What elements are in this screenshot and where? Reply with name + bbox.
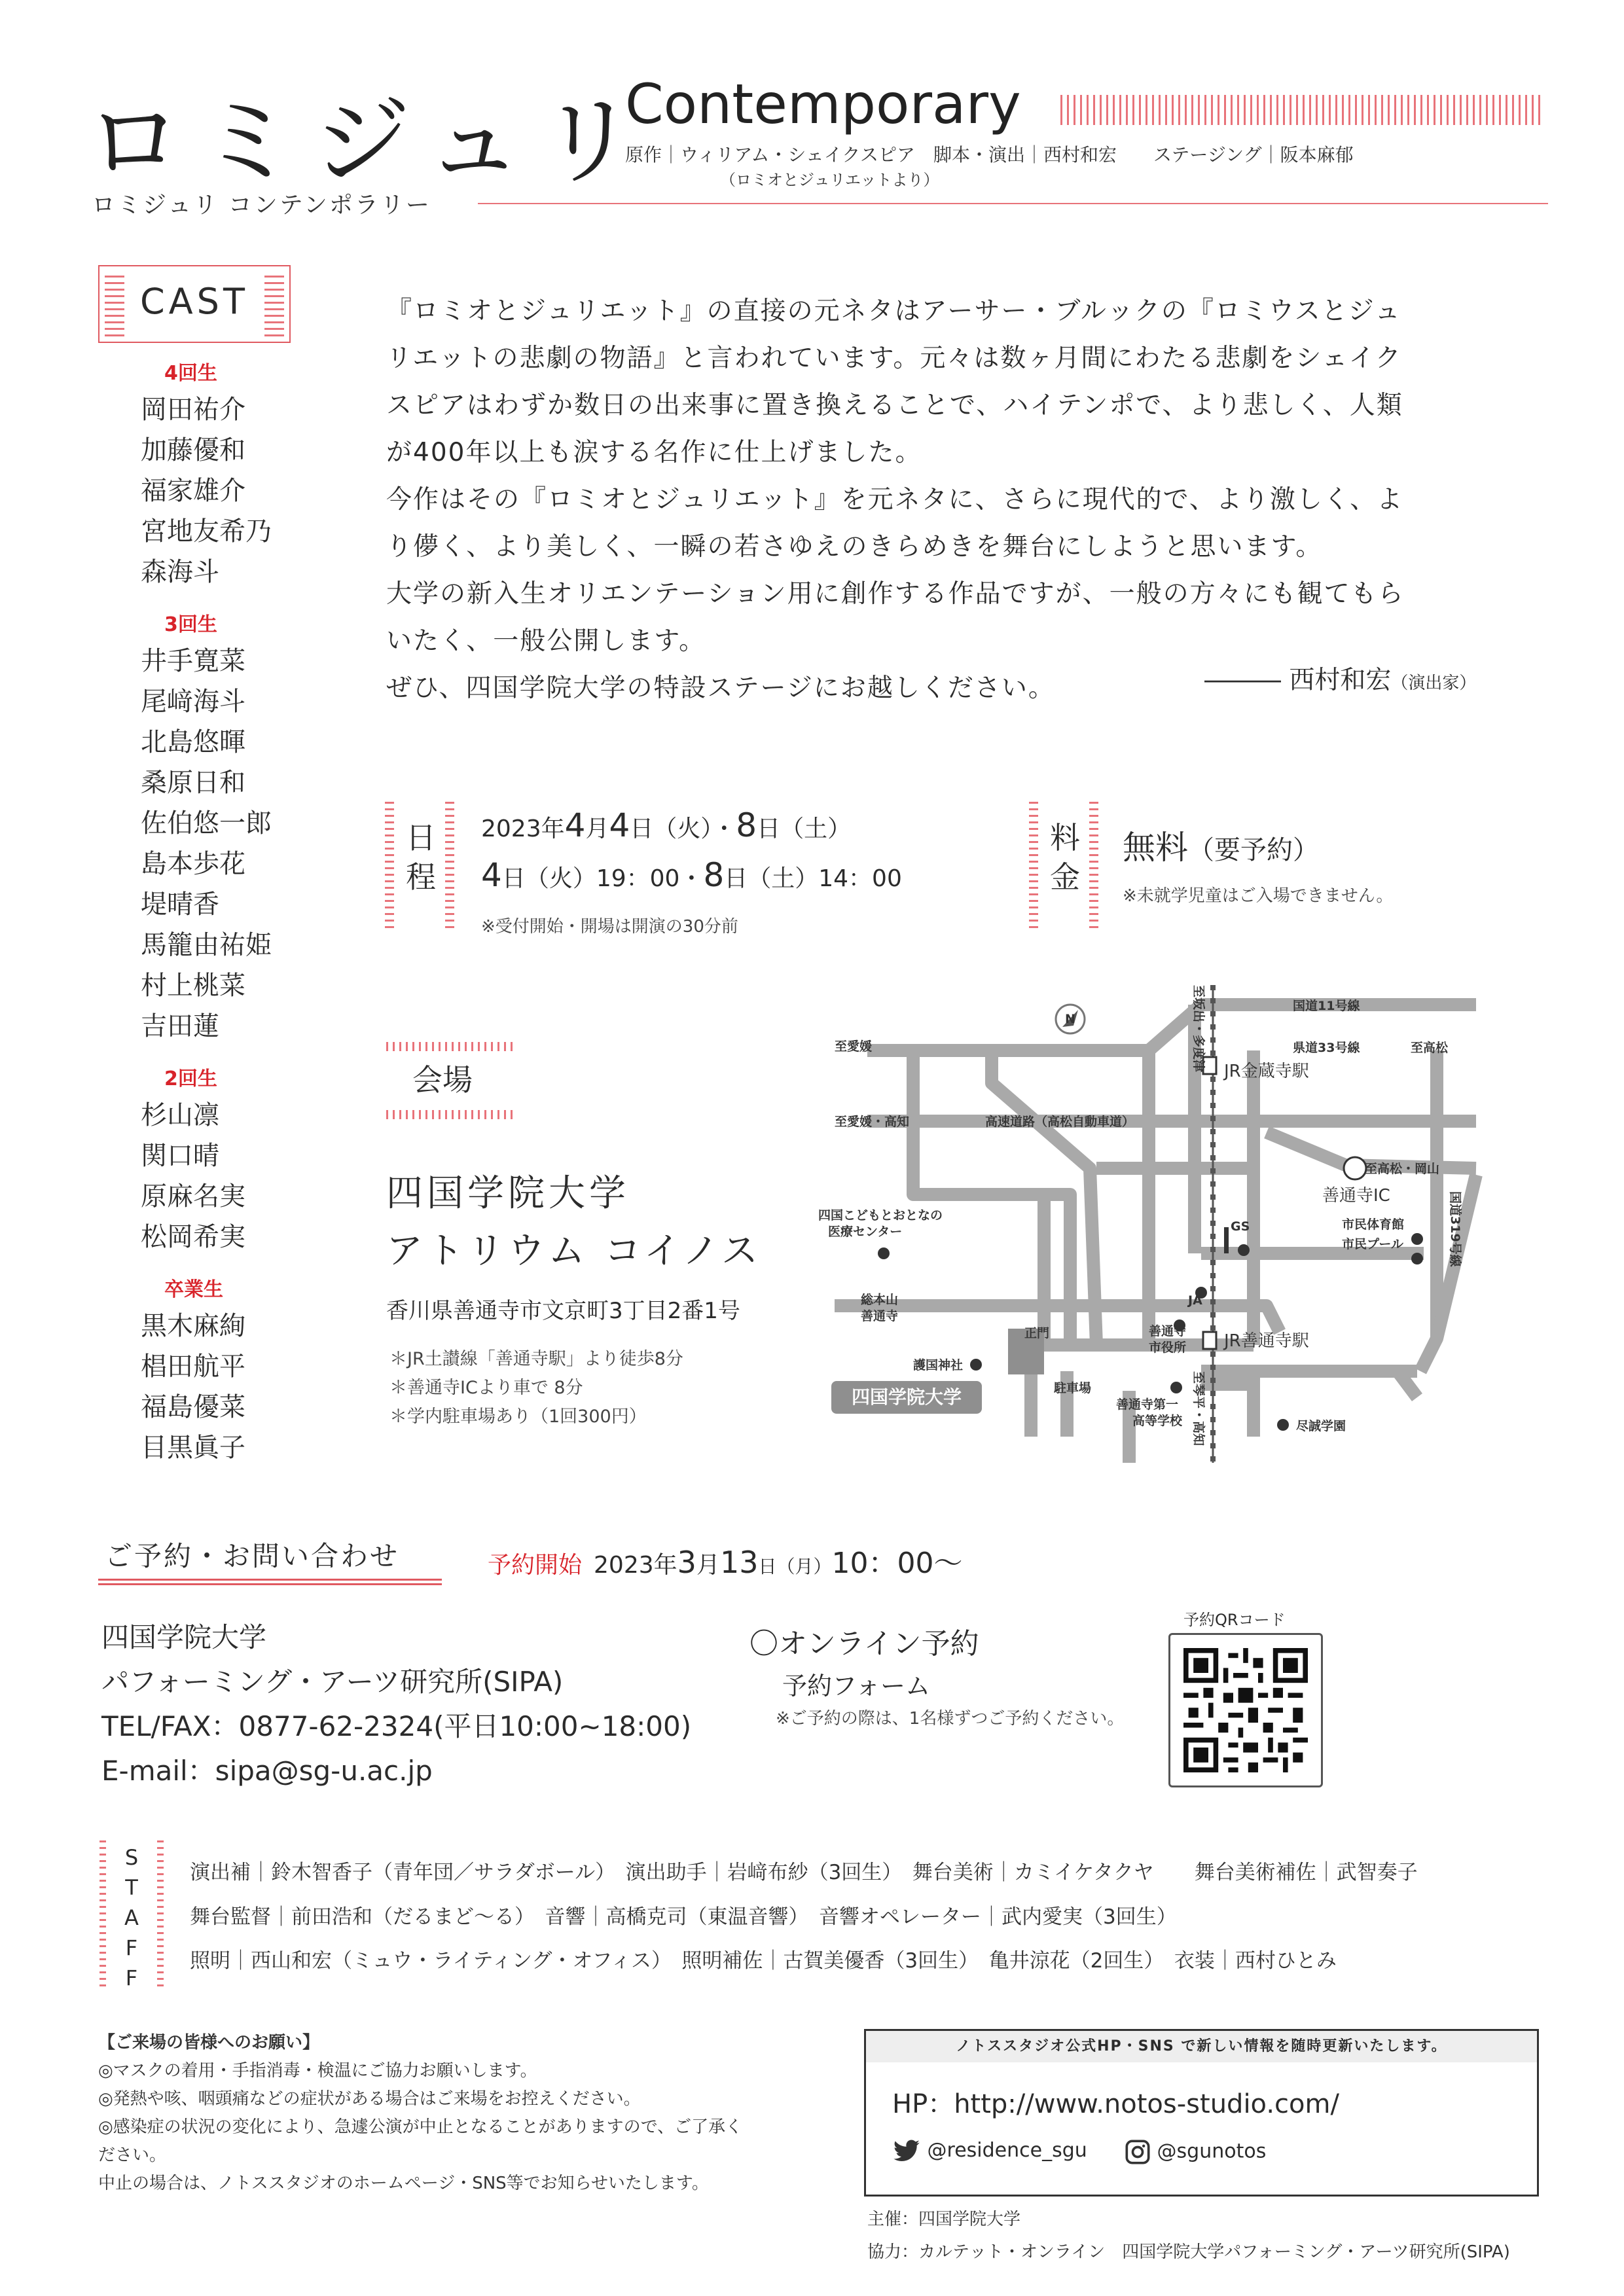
staff-row-2: 舞台監督｜前田浩和（だるまど～る） 音響｜高橋克司（東温音響） 音響オペレーター｜武内愛実（3回生）	[190, 1905, 1177, 1929]
map-label: 国道319号線	[1448, 1191, 1462, 1267]
contact-block	[101, 1615, 691, 1793]
venue-label: 会場	[412, 1062, 473, 1098]
cast-name: 吉田蓮	[141, 1011, 219, 1041]
intro-line: 大学の新入生オリエンテーション用に創作する作品ですが、一般の方々にも観てもら	[386, 579, 1405, 609]
cast-name: 松岡希実	[141, 1222, 245, 1252]
map-label: 正門	[1024, 1326, 1050, 1340]
signature	[1204, 660, 1476, 696]
map-label: 尽誠学園	[1296, 1419, 1346, 1433]
notice-title: 【ご来場の皆様へのお願い】	[98, 2033, 320, 2053]
sns-homepage-link[interactable]: HP：http://www.notos-studio.com/	[892, 2089, 1339, 2119]
credits-note: （ロミオとジュリエットより）	[720, 171, 939, 189]
qr-label: 予約QRコード	[1183, 1611, 1286, 1629]
title-english: Contemporary	[625, 72, 1021, 136]
map-label: 県道33号線	[1293, 1041, 1360, 1055]
schedule-time-day-2: 8	[703, 856, 725, 894]
map-label: GS	[1231, 1219, 1250, 1234]
access-line: ＊JR土讃線「善通寺駅」より徒歩8分	[389, 1349, 683, 1369]
staff-row-3: 照明｜西山和宏（ミュウ・ライティング・オフィス） 照明補佐｜古賀美優香（3回生） 亀井涼花（2回生） 衣装｜西村ひとみ	[190, 1949, 1337, 1973]
visitor-notice	[98, 2029, 851, 2198]
sponsor-support: 協力：カルテット・オンライン 四国学院大学パフォーミング・アーツ研究所(SIPA)	[867, 2242, 1510, 2262]
map-label: 駐車場	[1054, 1381, 1092, 1395]
cast-group	[141, 1273, 337, 1468]
cast-name: 桑原日和	[141, 768, 245, 798]
fee-value-note: （要予約）	[1188, 835, 1319, 865]
intro-line: スピアはわずか数日の出来事に置き換えることで、ハイテンポで、より悲しく、人類	[386, 391, 1403, 420]
staff-label-letter: T	[125, 1875, 138, 1900]
cast-name: 村上桃菜	[141, 971, 245, 1001]
schedule-day-1: 4	[609, 806, 630, 844]
main-title: ロミジュリ	[85, 85, 653, 199]
notice-line: ◎マスクの着用・手指消毒・検温にご協力お願いします。	[98, 2061, 537, 2081]
cast-name: 福家雄介	[141, 476, 245, 506]
intro-line: ぜひ、四国学院大学の特設ステージにお越しください。	[386, 673, 1055, 703]
schedule-label	[406, 818, 436, 897]
schedule-month-unit: 月	[585, 816, 609, 842]
cast-name: 関口晴	[141, 1141, 219, 1171]
cast-name: 黒木麻絢	[141, 1311, 245, 1341]
map-label: 至愛媛・高知	[835, 1115, 910, 1129]
header-stripe-decoration	[1060, 95, 1545, 125]
map-label: 高速道路（高松自動車道）	[985, 1115, 1135, 1129]
sponsor-host: 主催：四国学院大学	[867, 2210, 1021, 2229]
map-label-kanakura: JR金蔵寺駅	[1224, 1062, 1309, 1081]
fee-stripe-right	[1089, 800, 1098, 928]
credits: 原作｜ウィリアム・シェイクスピア 脚本・演出｜西村和宏 ステージング｜阪本麻郁	[625, 144, 1354, 166]
map-label: 医療センター	[828, 1225, 903, 1239]
reservation-start-year: 2023年	[594, 1552, 677, 1579]
cast-name: 佐伯悠一郎	[141, 808, 272, 838]
schedule-time-1: 日（火）19：00・	[501, 865, 704, 892]
map-label: 高等学校	[1132, 1414, 1183, 1428]
reservation-start-day: 13	[719, 1545, 759, 1580]
schedule-year: 2023年	[481, 816, 565, 842]
qr-frame	[1168, 1633, 1323, 1787]
signature-role: （演出家）	[1391, 673, 1477, 693]
map-label: 善通寺	[1149, 1324, 1187, 1338]
reservation-start-day-unit: 日（月）	[758, 1556, 832, 1577]
header-rule	[478, 203, 1548, 204]
access-line: ＊学内駐車場あり（1回300円）	[389, 1407, 647, 1427]
intro-line: いたく、一般公開します。	[386, 626, 706, 656]
cast-name: 原麻名実	[141, 1181, 245, 1211]
contact-dept: パフォーミング・アーツ研究所(SIPA)	[101, 1666, 564, 1698]
schedule-label-2: 程	[406, 859, 436, 895]
cast-name: 尾﨑海斗	[141, 687, 245, 717]
cast-name: 目黒眞子	[141, 1433, 245, 1463]
cast-grade: 2回生	[164, 1067, 217, 1090]
fee-value	[1123, 821, 1319, 869]
map-label: JA	[1188, 1293, 1202, 1308]
map-label-zentsuji-station: JR善通寺駅	[1224, 1331, 1309, 1351]
staff-stripe-left	[99, 1836, 106, 1986]
venue-stripe-top	[386, 1042, 514, 1051]
cast-group	[141, 608, 337, 1047]
schedule-day-2: 8	[736, 806, 757, 844]
cast-name: 加藤優和	[141, 435, 245, 465]
schedule-line-1	[481, 806, 851, 844]
venue-stripe-bottom	[386, 1110, 514, 1119]
schedule-time-2: 日（土）14：00	[724, 865, 902, 892]
cast-grade: 3回生	[164, 613, 217, 636]
sns-header: ノトススタジオ公式HP・SNS で新しい情報を随時更新いたします。	[866, 2031, 1537, 2062]
cast-label-box	[98, 265, 291, 343]
intro-text	[386, 288, 1525, 712]
staff-row-1: 演出補｜鈴木智香子（青年団／サラダボール） 演出助手｜岩﨑布紗（3回生） 舞台美術｜カミイケタクヤ 舞台美術補佐｜武智奏子	[190, 1861, 1418, 1884]
cast-list	[141, 357, 337, 1468]
staff-label-letter: A	[124, 1905, 139, 1930]
map-label: 総本山	[861, 1293, 899, 1307]
venue-address: 香川県善通寺市文京町3丁目2番1号	[386, 1298, 740, 1324]
notice-line: ださい。	[98, 2145, 167, 2165]
cast-name: 椙田航平	[141, 1352, 245, 1382]
notice-line: ◎感染症の状況の変化により、急遽公演が中止となることがありますので、ご了承く	[98, 2117, 743, 2137]
fee-note: ※未就学児童はご入場できません。	[1123, 886, 1394, 906]
cast-name: 杉山凛	[141, 1100, 219, 1130]
cast-name: 馬籠由祐姫	[141, 930, 272, 960]
cast-name: 島本歩花	[141, 849, 245, 879]
cast-name: 宮地友希乃	[141, 516, 272, 547]
instagram-icon	[1125, 2139, 1151, 2165]
map-label: 市役所	[1149, 1340, 1187, 1355]
access-line: ＊善通寺ICより車で 8分	[389, 1378, 583, 1398]
reservation-start-label: 予約開始	[488, 1552, 583, 1579]
map-label: 至愛媛	[835, 1039, 873, 1054]
signature-dash: ―――	[1204, 666, 1281, 695]
venue-access	[389, 1345, 683, 1431]
reservation-start-month: 3	[677, 1545, 696, 1580]
fee-label-1: 料	[1050, 820, 1080, 855]
schedule-label-1: 日	[406, 820, 436, 855]
schedule-line-2	[481, 856, 902, 894]
map-label: 四国こどもとおとなの	[818, 1208, 943, 1223]
cast-name: 堤晴香	[141, 889, 219, 920]
map-label: 至高松・岡山	[1365, 1162, 1440, 1176]
reservation-start	[488, 1539, 962, 1581]
schedule-day-1-unit: 日（火）・	[630, 816, 736, 842]
online-title: 〇オンライン予約	[749, 1627, 979, 1660]
cast-name: 岡田祐介	[141, 395, 245, 425]
intro-line: 今作はその『ロミオとジュリエット』を元ネタに、さらに現代的で、より激しく、よ	[386, 485, 1404, 514]
contact-org: 四国学院大学	[101, 1621, 267, 1653]
twitter-link[interactable]	[892, 2139, 1087, 2163]
cast-label: CAST	[140, 281, 249, 322]
reservation-start-time: 10：00～	[831, 1547, 963, 1580]
map-label: 善通寺	[861, 1309, 899, 1323]
online-note: ※ご予約の際は、1名様ずつご予約ください。	[776, 1709, 1125, 1729]
staff-label	[113, 1842, 151, 1993]
map-label: 善通寺第一	[1116, 1397, 1179, 1412]
map-label-university: 四国学院大学	[851, 1386, 962, 1408]
twitter-handle: @residence_sgu	[927, 2139, 1087, 2162]
online-form-link[interactable]: 予約フォーム	[782, 1672, 931, 1700]
schedule-day-2-unit: 日（土）	[757, 816, 852, 842]
cast-name: 福島優菜	[141, 1392, 245, 1422]
staff-label-letter: S	[124, 1845, 139, 1870]
fee-stripe-left	[1029, 800, 1038, 928]
instagram-handle: @sgunotos	[1157, 2140, 1267, 2163]
map-north-label: N	[1065, 1012, 1075, 1026]
contact-tel[interactable]: TEL/FAX：0877-62-2324(平日10:00~18:00)	[101, 1710, 692, 1742]
twitter-icon	[892, 2140, 921, 2163]
intro-line: が400年以上も涙する名作に仕上げました。	[386, 438, 922, 467]
venue-name-1: 四国学院大学	[386, 1172, 630, 1215]
cast-name: 井手寛菜	[141, 646, 245, 676]
reservation-title: ご予約・お問い合わせ	[105, 1540, 400, 1572]
schedule-note: ※受付開始・開場は開演の30分前	[481, 917, 738, 937]
fee-amount: 無料	[1123, 829, 1188, 867]
map-label-ic: 善通寺IC	[1322, 1186, 1390, 1206]
notice-line: ◎発熱や咳、咽頭痛などの症状がある場合はご来場をお控えください。	[98, 2089, 641, 2109]
sns-box	[864, 2029, 1539, 2197]
qr-code-icon[interactable]	[1183, 1648, 1308, 1772]
reservation-title-underline	[98, 1579, 442, 1585]
fee-label-2: 金	[1050, 859, 1080, 895]
map-label: 市民体育館	[1342, 1217, 1405, 1232]
notice-line: 中止の場合は、ノトススタジオのホームページ・SNS等でお知らせいたします。	[98, 2174, 709, 2193]
map-label: 至坂出・多度津	[1191, 985, 1206, 1073]
cast-group	[141, 1062, 337, 1257]
map-label: 護国神社	[913, 1358, 964, 1372]
contact-email[interactable]: E-mail：sipa@sg-u.ac.jp	[101, 1755, 433, 1787]
schedule-month: 4	[564, 806, 586, 844]
instagram-link[interactable]	[1125, 2139, 1266, 2165]
map-label: 至高松	[1411, 1041, 1449, 1055]
map-label: 市民プール	[1342, 1237, 1404, 1251]
cast-grade: 4回生	[164, 362, 217, 385]
reservation-start-month-unit: 月	[696, 1552, 720, 1579]
schedule-stripe-right	[445, 800, 454, 928]
subtitle: ロミジュリ コンテンポラリー	[92, 192, 431, 219]
schedule-time-day-1: 4	[481, 856, 502, 894]
venue-name-2: アトリウム コイノス	[386, 1230, 762, 1272]
staff-stripe-right	[157, 1836, 164, 1986]
staff-label-letter: F	[125, 1965, 138, 1990]
cast-group	[141, 357, 337, 592]
cast-name: 森海斗	[141, 557, 219, 587]
staff-label-letter: F	[125, 1935, 138, 1960]
fee-label	[1050, 818, 1080, 897]
cast-grade: 卒業生	[164, 1278, 223, 1301]
signature-name: 西村和宏	[1289, 666, 1392, 695]
schedule-stripe-left	[385, 800, 394, 928]
intro-line: 『ロミオとジュリエット』の直接の元ネタはアーサー・ブルックの『ロミウスとジュ	[386, 296, 1401, 326]
map-label: 国道11号線	[1293, 999, 1360, 1013]
map-label: 至琴平・高知	[1191, 1371, 1206, 1446]
intro-line: り儚く、より美しく、一瞬の若さゆえのきらめきを舞台にしようと思います。	[386, 532, 1323, 562]
cast-name: 北島悠暉	[141, 727, 245, 757]
intro-line: リエットの悲劇の物語』と言われています。元々は数ヶ月間にわたる悲劇をシェイク	[386, 344, 1402, 373]
access-map	[808, 978, 1499, 1473]
